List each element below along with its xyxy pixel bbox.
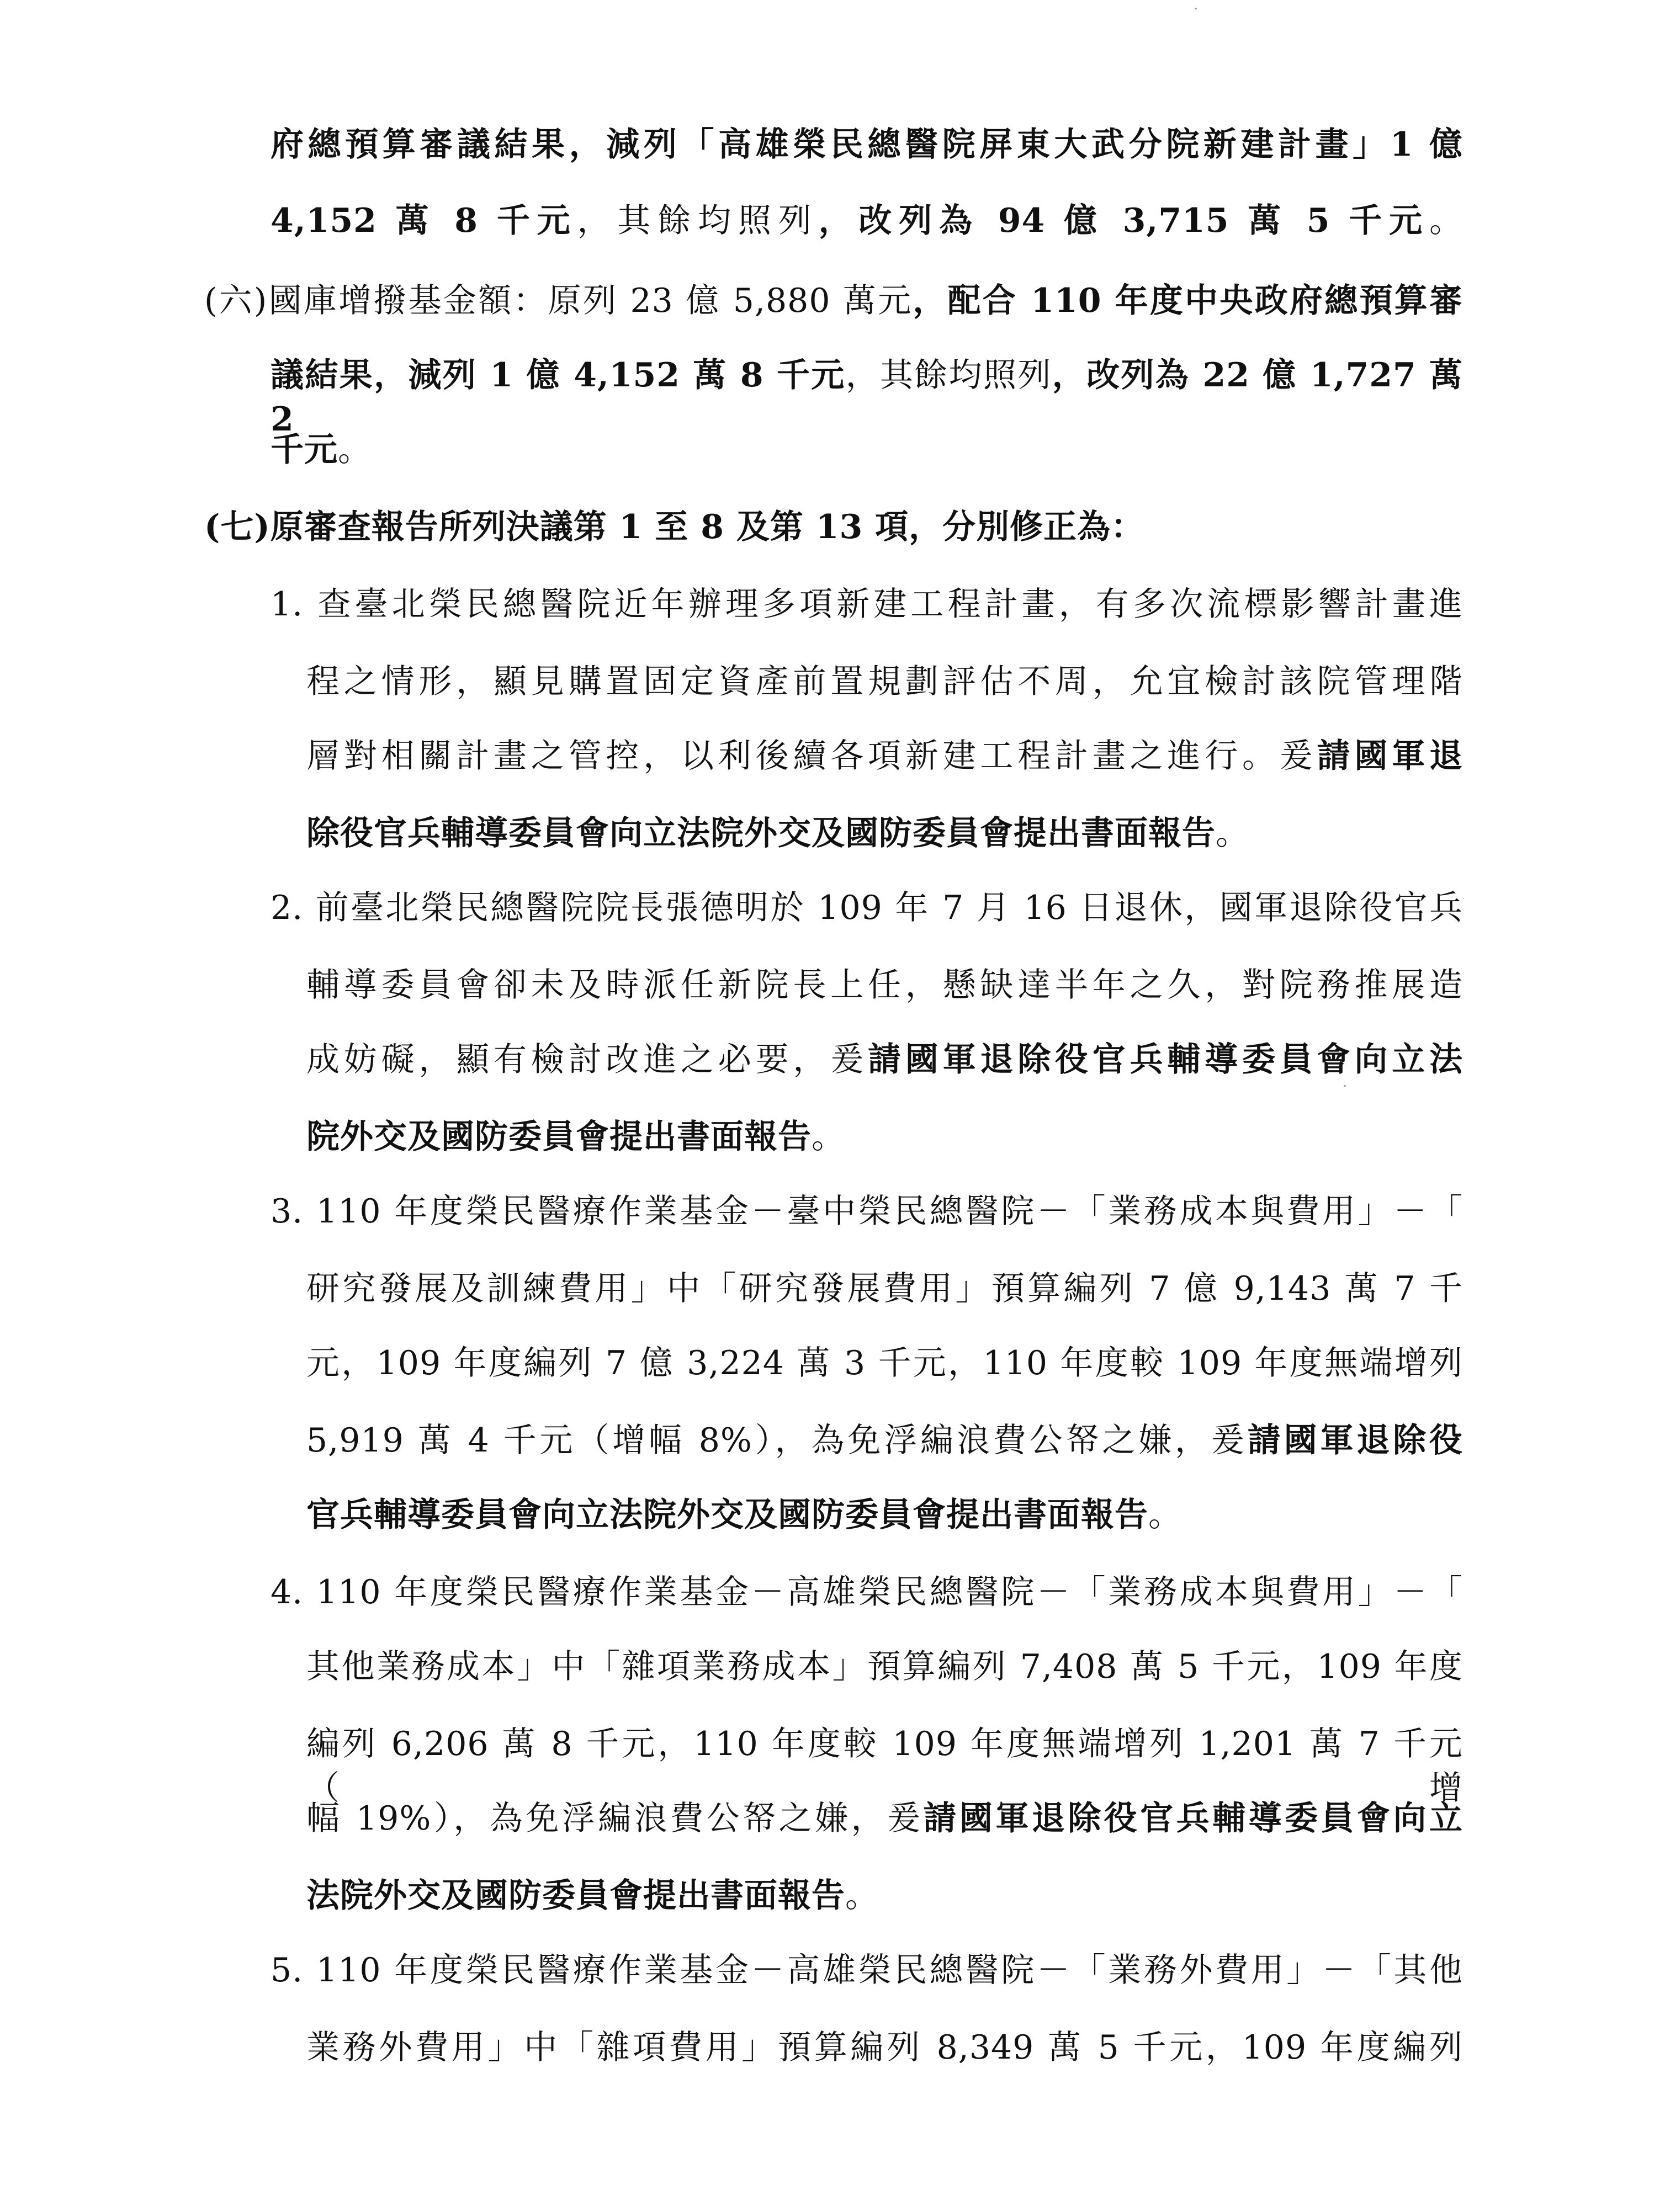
text-run: 編列 6,206 萬 8 千元，110 年度較 109 年度無端增列 1,201 萬 7 千元（增	[306, 1725, 1463, 1807]
text-run: 。	[845, 1876, 879, 1915]
text-run: 成妨礙，顯有檢討改進之必要，爰	[306, 1040, 868, 1079]
text-run: 。	[1216, 814, 1249, 853]
text-line	[306, 811, 1249, 855]
text-line	[306, 1418, 1463, 1463]
text-run: 2. 前臺北榮民總醫院院長張德明於 109 年 7 月 16 日退休，國軍退除役官兵	[271, 889, 1463, 927]
text-line	[306, 1874, 879, 1918]
bold-text-run: 請國軍退除役	[1247, 1421, 1463, 1460]
text-run: 5,919 萬 4 千元（增幅 8%），為免浮編浪費公帑之嫌，爰	[306, 1421, 1248, 1460]
text-run: 程之情形，顯見購置固定資產前置規劃評估不周，允宜檢討該院管理階	[306, 662, 1463, 701]
text-line	[306, 1038, 1463, 1082]
text-run: 。	[1429, 201, 1463, 240]
text-run: ，其餘均照列	[845, 356, 1052, 395]
text-line	[271, 199, 1463, 243]
bold-text-run: 府總預算審議結果，減列「高雄榮民總醫院屏東大武分院新建計畫」1 億	[271, 125, 1463, 164]
text-run: 。	[1148, 1496, 1182, 1534]
text-run: 1. 查臺北榮民總醫院近年辦理多項新建工程計畫，有多次流標影響計畫進	[271, 585, 1463, 624]
text-run: (六)國庫增撥基金額：原列 23 億 5,880 萬元	[204, 281, 913, 320]
text-line	[306, 963, 1463, 1007]
text-line	[306, 660, 1463, 704]
text-run: 業務外費用」中「雜項費用」預算編列 8,349 萬 5 千元，109 年度編列	[306, 2028, 1463, 2067]
text-line	[271, 1189, 1463, 1233]
bold-text-run: 4,152 萬 8 千元	[271, 201, 577, 240]
text-line	[271, 1570, 1463, 1614]
text-line	[271, 1948, 1463, 1992]
bold-text-run: 議結果，減列 1 億 4,152 萬 8 千元	[271, 356, 846, 395]
scan-speck	[1195, 8, 1197, 9]
text-line	[306, 1796, 1463, 1841]
text-line	[271, 582, 1463, 626]
scan-speck	[1344, 1085, 1346, 1087]
text-run: 4. 110 年度榮民醫療作業基金－高雄榮民總醫院－「業務成本與費用」－「	[271, 1573, 1463, 1612]
bold-text-run: 請國軍退除役官兵輔導委員會向立	[923, 1799, 1463, 1838]
bold-text-run: (七)原審查報告所列決議第 1 至 8 及第 13 項，分別修正為：	[204, 508, 1145, 546]
text-line	[271, 353, 1463, 439]
text-line	[306, 1493, 1182, 1537]
text-run: 。	[338, 430, 372, 469]
text-line	[271, 123, 1463, 167]
text-run: 5. 110 年度榮民醫療作業基金－高雄榮民總醫院－「業務外費用」－「其他	[271, 1951, 1463, 1990]
text-line	[271, 886, 1463, 930]
bold-text-run: ，改列為 94 億 3,715 萬 5 千元	[818, 201, 1430, 240]
bold-text-run: 官兵輔導委員會向立法院外交及國防委員會提出書面報告	[306, 1496, 1148, 1534]
bold-text-run: ，配合 110 年度中央政府總預算審	[913, 281, 1463, 320]
text-line	[271, 428, 372, 472]
bold-text-run: 除役官兵輔導委員會向立法院外交及國防委員會提出書面報告	[306, 814, 1216, 853]
text-run: 3. 110 年度榮民醫療作業基金－臺中榮民總醫院－「業務成本與費用」－「	[271, 1192, 1463, 1231]
text-line	[306, 1341, 1463, 1385]
text-line	[306, 1115, 845, 1159]
text-line	[306, 1722, 1463, 1807]
text-line	[204, 279, 1463, 323]
text-run: 。	[812, 1118, 845, 1156]
bold-text-run: 請國軍退	[1317, 737, 1463, 775]
bold-text-run: 法院外交及國防委員會提出書面報告	[306, 1876, 845, 1915]
text-run: 研究發展及訓練費用」中「研究發展費用」預算編列 7 億 9,143 萬 7 千	[306, 1269, 1463, 1308]
bold-text-run: 請國軍退除役官兵輔導委員會向立法	[868, 1040, 1463, 1079]
text-run: 元，109 年度編列 7 億 3,224 萬 3 千元，110 年度較 109 年度無端增列	[306, 1344, 1463, 1382]
text-line	[306, 734, 1463, 778]
bold-text-run: 院外交及國防委員會提出書面報告	[306, 1118, 812, 1156]
text-run: 層對相關計畫之管控，以利後續各項新建工程計畫之進行。爰	[306, 737, 1317, 775]
text-run: 其他業務成本」中「雜項業務成本」預算編列 7,408 萬 5 千元，109 年度	[306, 1647, 1463, 1686]
text-line	[306, 1645, 1463, 1689]
bold-text-run: ，改列為 22 億 1,727 萬 2	[271, 356, 1463, 439]
text-line	[204, 505, 1144, 549]
text-line	[306, 1267, 1463, 1311]
text-run: ，其餘均照列	[577, 201, 819, 240]
text-run: 輔導委員會卻未及時派任新院長上任，懸缺達半年之久，對院務推展造	[306, 966, 1463, 1004]
text-run: 幅 19%），為免浮編浪費公帑之嫌，爰	[306, 1799, 924, 1838]
text-line	[306, 2025, 1463, 2070]
bold-text-run: 千元	[271, 430, 338, 469]
